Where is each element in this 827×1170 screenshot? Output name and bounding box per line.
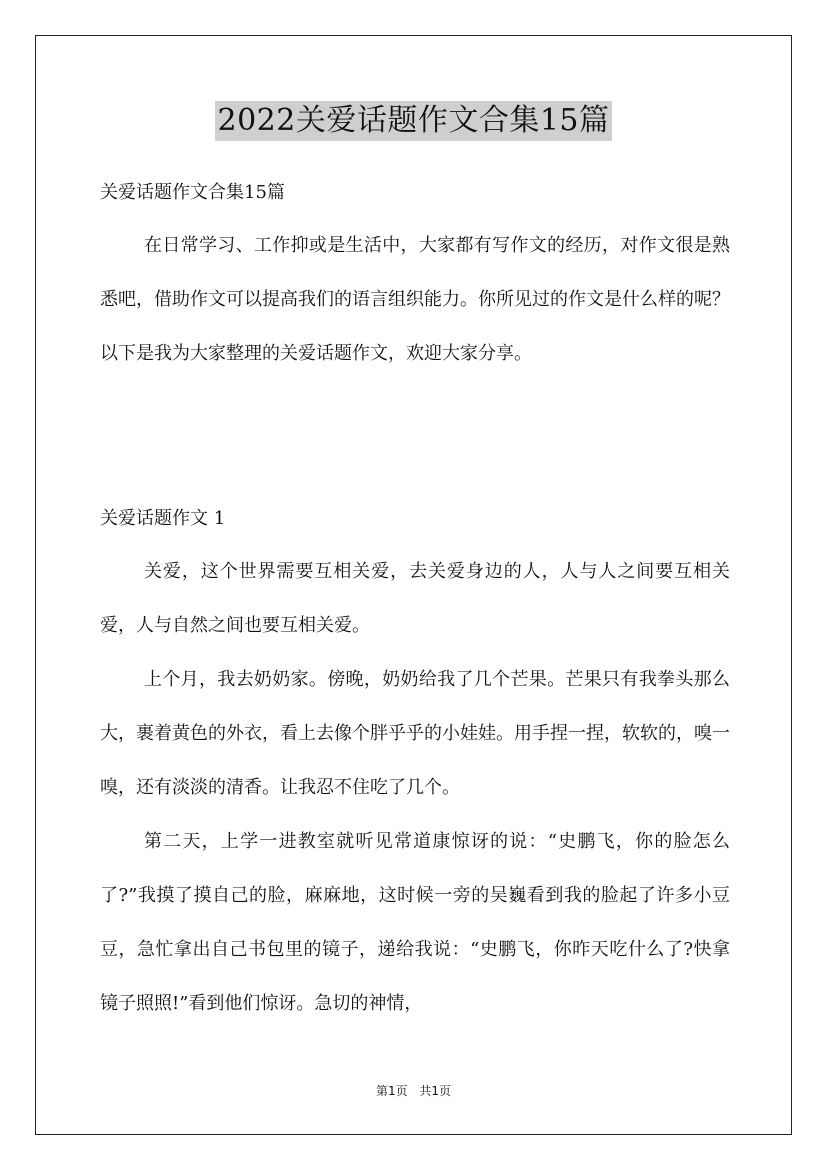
section-heading: 关爱话题作文 1: [100, 508, 226, 529]
title-container: [0, 101, 827, 141]
page-number-current: 第1页: [375, 1084, 408, 1098]
document-subtitle: 关爱话题作文合集15篇: [100, 182, 285, 203]
page-number-total: 共1页: [419, 1084, 452, 1098]
document-title: 2022关爱话题作文合集15篇: [215, 101, 611, 141]
body-paragraph-2: 上个月，我去奶奶家。傍晚，奶奶给我了几个芒果。芒果只有我拳头那么大，裹着黄色的外衣，看上去像个胖乎乎的小娃娃。用手捏一捏，软软的，嗅一嗅，还有淡淡的清香。让我忍不住吃了几个。: [100, 669, 730, 798]
body-paragraph-3: 第二天，上学一进教室就听见常道康惊讶的说：“史鹏飞，你的脸怎么了?”我摸了摸自己的脸，麻麻地，这时候一旁的吴巍看到我的脸起了许多小豆豆，急忙拿出自己书包里的镜子，递给我说：“史鹏飞，你昨天吃什么了?快拿镜子照照!”看到他们惊讶。急切的神情，: [100, 831, 730, 1014]
intro-paragraph: 在日常学习、工作抑或是生活中，大家都有写作文的经历，对作文很是熟悉吧，借助作文可以提高我们的语言组织能力。你所见过的作文是什么样的呢？以下是我为大家整理的关爱话题作文，欢迎大家分享。: [100, 235, 730, 364]
body-paragraph-1: 关爱，这个世界需要互相关爱，去关爱身边的人，人与人之间要互相关爱，人与自然之间也要互相关爱。: [100, 561, 730, 636]
page-footer: [0, 1082, 827, 1100]
